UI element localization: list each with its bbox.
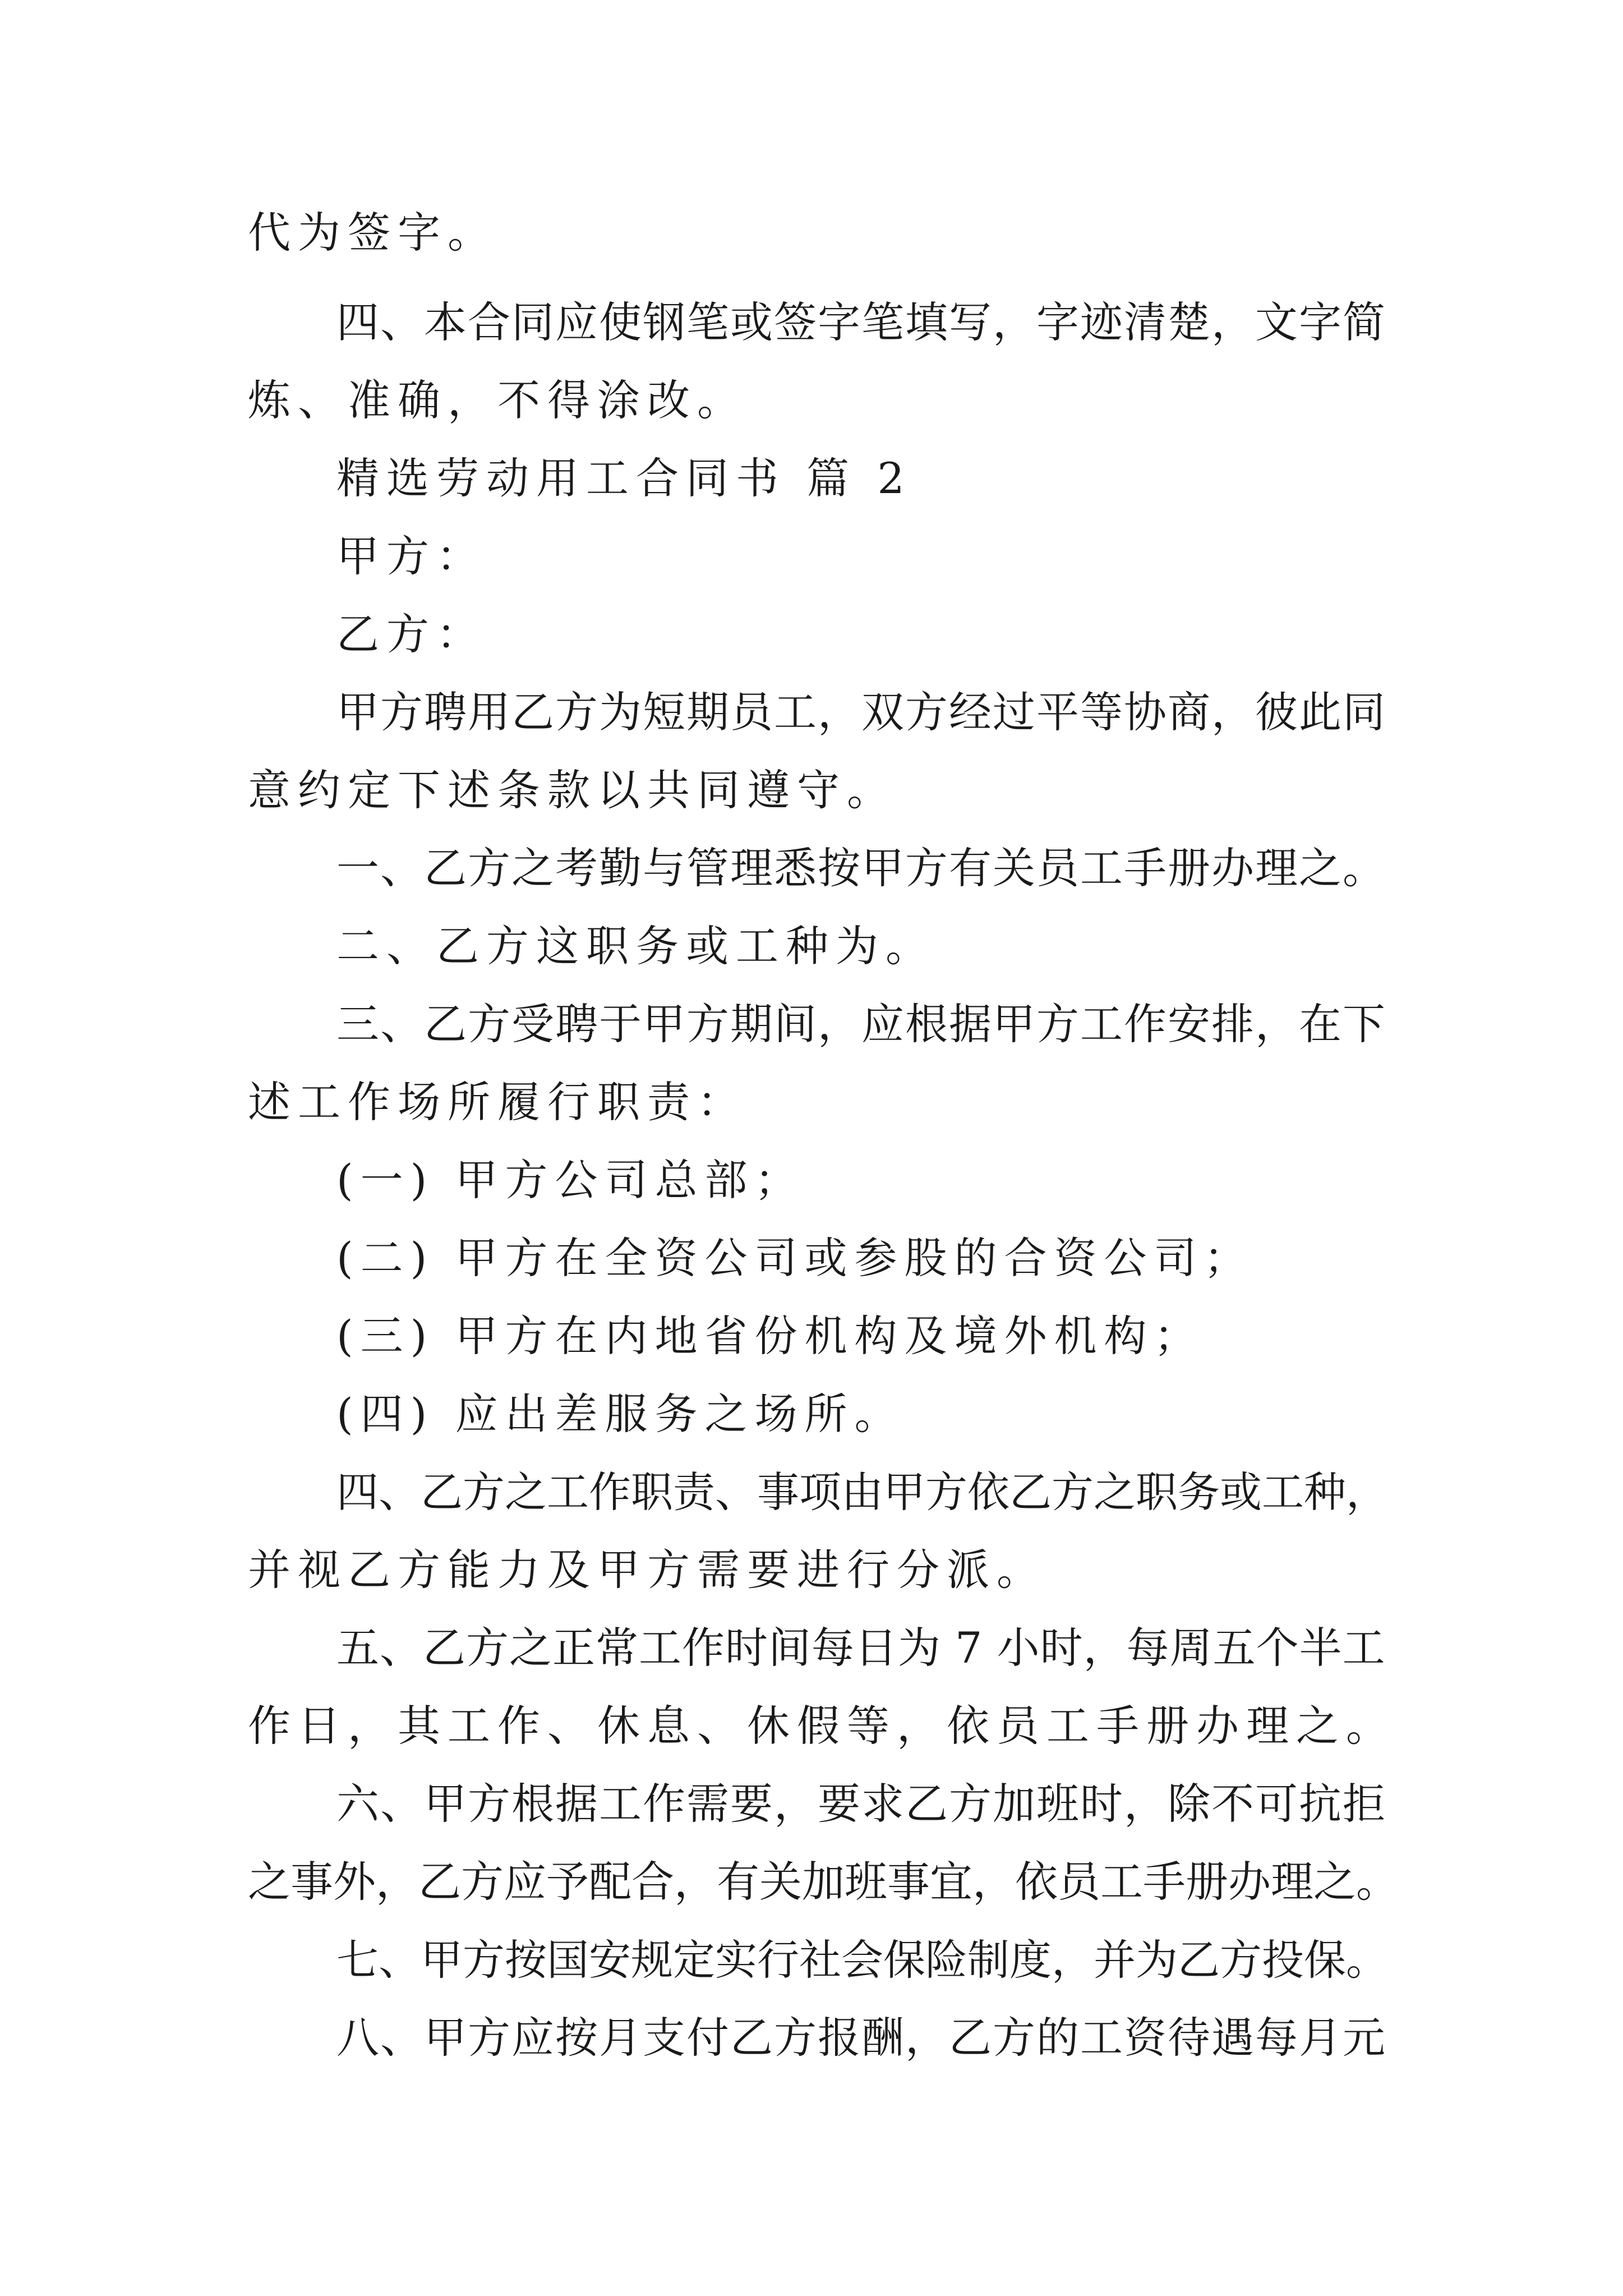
paragraph-line: 二、乙方这职务或工种为。 bbox=[336, 921, 935, 971]
paragraph-line: 之事外，乙方应予配合，有关加班事宜，依员工手册办理之。 bbox=[248, 1857, 1399, 1907]
list-item: (一) 甲方公司总部； bbox=[336, 1155, 805, 1205]
paragraph-line: 甲方聘用乙方为短期员工，双方经过平等协商，彼此同 bbox=[336, 687, 1386, 737]
paragraph-line: 述工作场所履行职责： bbox=[248, 1077, 747, 1127]
paragraph-line: 七、甲方按国安规定实行社会保险制度，并为乙方投保。 bbox=[336, 1935, 1389, 1985]
list-item: (三) 甲方在内地省份机构及境外机构； bbox=[336, 1311, 1204, 1361]
list-item: (四) 应出差服务之场所。 bbox=[336, 1389, 905, 1439]
paragraph-line: 代为签字。 bbox=[248, 208, 497, 257]
paragraph-line: 三、乙方受聘于甲方期间，应根据甲方工作安排，在下 bbox=[336, 999, 1386, 1049]
paragraph-line: 五、乙方之正常工作时间每日为 7 小时，每周五个半工 bbox=[336, 1623, 1386, 1673]
paragraph-line: 炼、准确，不得涂改。 bbox=[248, 375, 747, 425]
paragraph-line: 一、乙方之考勤与管理悉按甲方有关员工手册办理之。 bbox=[336, 843, 1386, 893]
paragraph-line: 意约定下述条款以共同遵守。 bbox=[248, 765, 897, 815]
paragraph-line: 作日，其工作、休息、休假等，依员工手册办理之。 bbox=[248, 1701, 1396, 1751]
paragraph-line: 八、甲方应按月支付乙方报酬，乙方的工资待遇每月元 bbox=[336, 2013, 1386, 2063]
list-item: (二) 甲方在全资公司或参股的合资公司； bbox=[336, 1233, 1254, 1283]
paragraph-line: 四、本合同应使钢笔或签字笔填写，字迹清楚，文字简 bbox=[336, 297, 1386, 347]
section-heading: 精选劳动用工合同书 篇 2 bbox=[336, 453, 912, 503]
party-a-label: 甲方： bbox=[336, 531, 486, 581]
paragraph-line: 并视乙方能力及甲方需要进行分派。 bbox=[248, 1545, 1046, 1595]
party-b-label: 乙方： bbox=[336, 609, 486, 659]
paragraph-line: 六、甲方根据工作需要，要求乙方加班时，除不可抗拒 bbox=[336, 1779, 1386, 1829]
paragraph-line: 四、乙方之工作职责、事项由甲方依乙方之职务或工种， bbox=[336, 1467, 1389, 1517]
